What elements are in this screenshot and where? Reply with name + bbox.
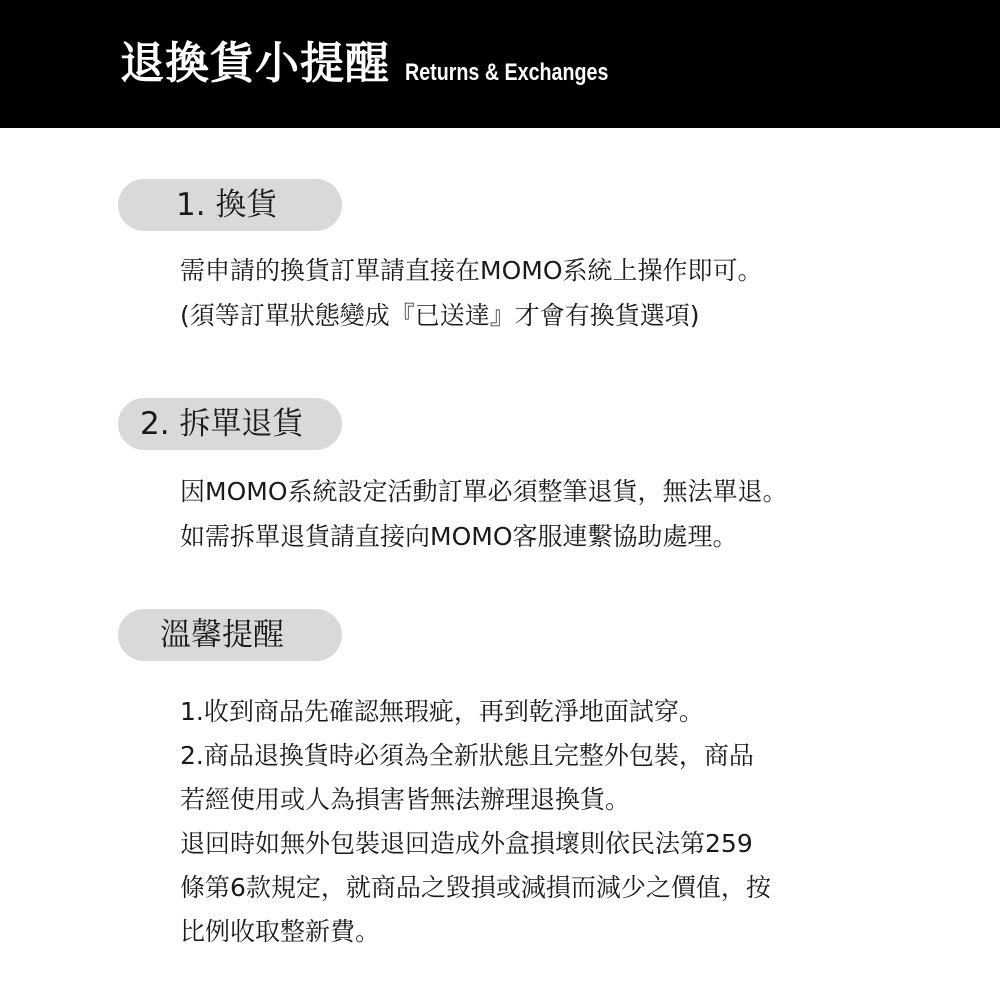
- section-heading-exchange: [118, 179, 342, 231]
- section-heading-split-return: [118, 398, 342, 450]
- text-line: 需申請的換貨訂單請直接在MOMO系統上操作即可。: [180, 256, 763, 285]
- section-heading-reminder: [118, 609, 342, 661]
- section-heading-label: 2. 拆單退貨: [140, 406, 304, 442]
- section-heading-label: 1. 換貨: [176, 187, 278, 223]
- text-line: 若經使用或人為損害皆無法辦理退換貨。: [180, 785, 631, 814]
- page-subtitle: Returns & Exchanges: [405, 59, 609, 86]
- text-line: 比例收取整新費。: [180, 917, 381, 946]
- section-body-reminder: [180, 690, 771, 954]
- section-body-split-return: [180, 469, 788, 559]
- text-line: 1.收到商品先確認無瑕疵，再到乾淨地面試穿。: [180, 697, 704, 726]
- header-bar: [0, 0, 1000, 128]
- text-line: 2.商品退換貨時必須為全新狀態且完整外包裝，商品: [180, 741, 754, 770]
- text-line: 條第6款規定，就商品之毀損或減損而減少之價值，按: [180, 873, 771, 902]
- text-line: 如需拆單退貨請直接向MOMO客服連繫協助處理。: [180, 522, 738, 551]
- section-body-exchange: [180, 248, 763, 338]
- text-line: 退回時如無外包裝退回造成外盒損壞則依民法第259: [180, 829, 753, 858]
- page-title: 退換貨小提醒: [120, 38, 390, 89]
- text-line: (須等訂單狀態變成『已送達』才會有換貨選項): [180, 301, 700, 330]
- text-line: 因MOMO系統設定活動訂單必須整筆退貨，無法單退。: [180, 477, 788, 506]
- section-heading-label: 溫馨提醒: [160, 617, 284, 653]
